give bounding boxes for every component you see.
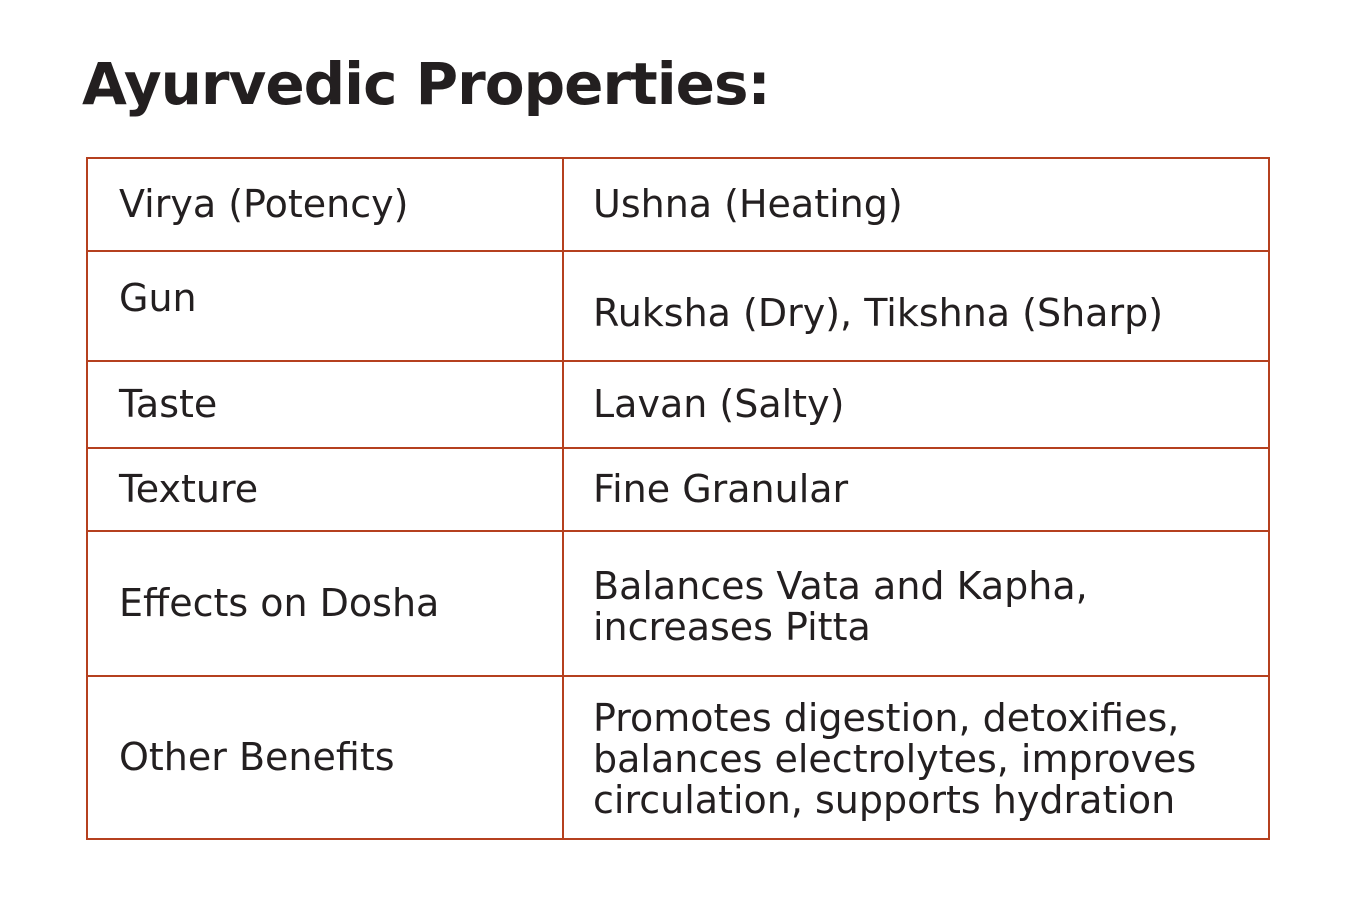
property-value: Promotes digestion, detoxifies, balances electrolytes, improves circulation, supports hydration — [563, 676, 1269, 839]
property-value: Ruksha (Dry), Tikshna (Sharp) — [563, 251, 1269, 361]
property-value: Ushna (Heating) — [563, 158, 1269, 251]
page-title: Ayurvedic Properties: — [82, 50, 770, 118]
table-row — [87, 448, 1269, 531]
table-row — [87, 251, 1269, 361]
table-row — [87, 531, 1269, 676]
table-row — [87, 676, 1269, 839]
property-value: Fine Granular — [563, 448, 1269, 531]
property-label: Taste — [87, 361, 563, 448]
table-row — [87, 158, 1269, 251]
property-value: Lavan (Salty) — [563, 361, 1269, 448]
property-label: Texture — [87, 448, 563, 531]
property-label: Other Benefits — [87, 676, 563, 839]
ayurvedic-properties-table — [86, 157, 1270, 840]
property-value: Balances Vata and Kapha, increases Pitta — [563, 531, 1269, 676]
property-label: Gun — [87, 251, 563, 361]
table-row — [87, 361, 1269, 448]
property-label: Virya (Potency) — [87, 158, 563, 251]
property-label: Effects on Dosha — [87, 531, 563, 676]
